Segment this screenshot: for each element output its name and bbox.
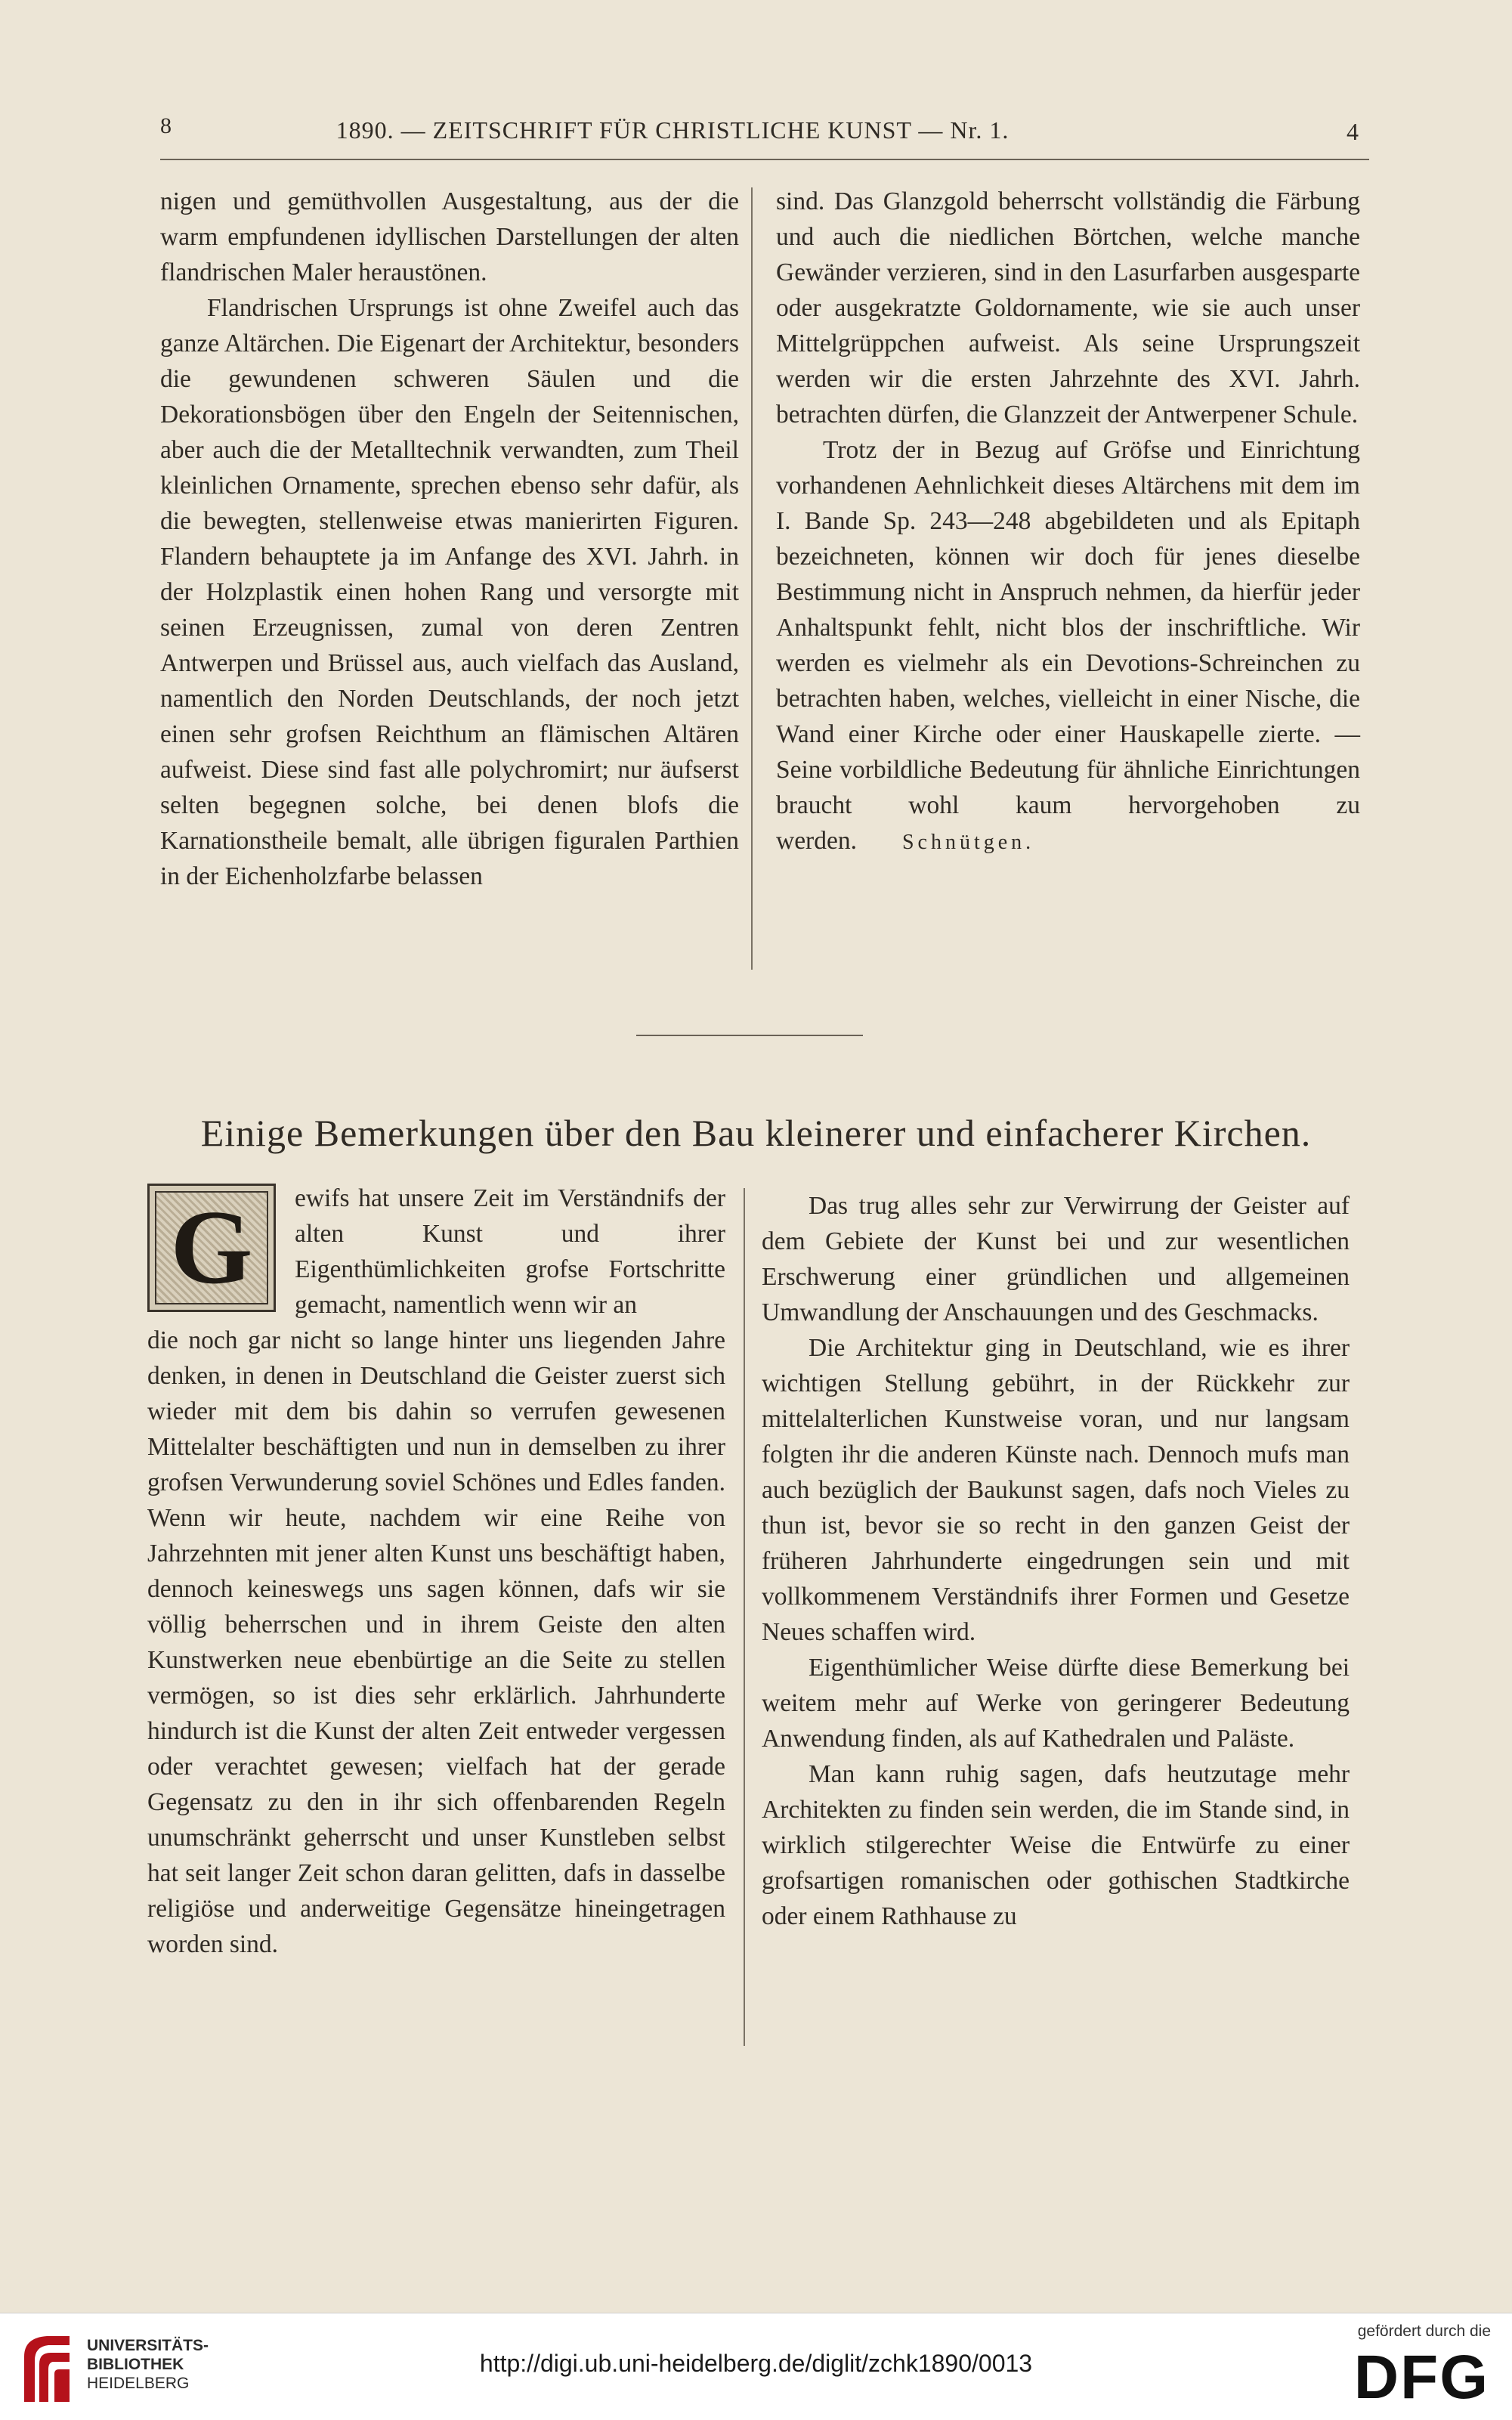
paragraph: Flandrischen Ursprungs ist ohne Zweifel auch das ganze Altärchen. Die Eigenart der Architektur, besonders die gewundenen schweren Säulen und die Dekorationsbögen über den Engeln der Seitennischen, aber auch die der Metalltechnik verwandten, zum Theil kleinlichen Ornamente, sprechen ebenso sehr dafür, als die bewegten, stellenweise etwas manierirten Figuren. Flandern behauptete ja im Anfange des XVI. Jahrh. in der Holzplastik einen hohen Rang und versorgte mit seinen Erzeugnissen, zumal von deren Zentren Antwerpen und Brüssel aus, auch vielfach das Ausland, namentlich den Norden Deutschlands, der noch jetzt einen sehr grofsen Reichthum an flämischen Altären aufweist. Diese sind fast alle polychromirt; nur äufserst selten begegnen solche, bei denen blofs die Karnationstheile bemalt, alle übrigen figuralen Parthien in der Eichenholzfarbe belassen <box>160 294 739 890</box>
paragraph: Man kann ruhig sagen, dafs heutzutage mehr Architekten zu finden sein werden, die im Stande sind, in wirklich stilgerechter Weise die Entwürfe zu einer grofsartigen romanischen oder gothischen Stadtkirche oder einem Rathhause zu <box>762 1760 1350 1930</box>
paragraph-opening: ewifs hat unsere Zeit im Verständnifs der alten Kunst und ihrer Eigenthümlichkeiten grofse Fortschritte gemacht, namentlich wenn wir an <box>295 1184 725 1319</box>
paragraph-text: Trotz der in Bezug auf Gröfse und Einrichtung vorhandenen Aehnlichkeit dieses Altärchens mit dem im I. Bande Sp. 243—248 abgebildeten und als Epitaph bezeichneten, können wir doch für jenes dieselbe Bestimmung nicht in Anspruch nehmen, da hierfür jeder Anhaltspunkt fehlt, nicht blos der inschriftliche. Wir werden es vielmehr als ein Devotions-Schreinchen zu betrachten haben, welches, vielleicht in einer Nische, die Wand einer Kirche oder einer Hauskapelle zierte. — Seine vorbildliche Bedeutung für ähnliche Einrichtungen braucht wohl kaum hervorgehoben zu werden. <box>776 436 1360 855</box>
paragraph: nigen und gemüthvollen Ausgestaltung, aus der die warm empfundenen idyllischen Darstellungen der alten flandrischen Maler heraustönen. <box>160 187 739 286</box>
article-left-column <box>147 1181 725 1962</box>
paragraph <box>776 432 1360 860</box>
page-number: 4 <box>1347 118 1359 145</box>
viewer-footer <box>0 2313 1512 2420</box>
paragraph: Die Architektur ging in Deutschland, wie es ihrer wichtigen Stellung gebührt, in der Rückkehr zur mittelalterlichen Kunstweise voran, und nur langsam folgten ihr die anderen Künste nach. Dennoch mufs man auch bezüglich der Baukunst sagen, dafs noch Vieles zu thun ist, bevor sie so recht in den ganzen Geist der früheren Jahrhunderte eingedrungen sein und mit vollkommenem Verständnifs ihrer Formen und Gesetze Neues schaffen wird. <box>762 1334 1350 1646</box>
article-title: Einige Bemerkungen über den Bau kleinerer und einfacherer Kirchen. <box>200 1112 1312 1154</box>
column-divider <box>751 187 753 970</box>
column-divider <box>744 1188 745 2046</box>
funder-caption: gefördert durch die <box>1357 2323 1491 2340</box>
author-signature: Schnütgen. <box>901 831 1035 854</box>
paragraph: sind. Das Glanzgold beherrscht vollständig die Färbung und auch die niedlichen Börtchen, welche manche Gewänder verzieren, sind in den Lasurfarben ausgesparte oder ausgekratzte Goldornamente, wie sie auch unser Mittelgrüppchen aufweist. Als seine Ursprungszeit werden wir die ersten Jahrzehnte des XVI. Jahrh. betrachten dürfen, die Glanzzeit der Antwerpener Schule. <box>776 187 1360 429</box>
library-name-line: HEIDELBERG <box>87 2375 190 2392</box>
paragraph: Das trug alles sehr zur Verwirrung der Geister auf dem Gebiete der Kunst bei und zur wesentlichen Erschwerung einer gründlichen und allgemeinen Umwandlung der Anschauungen und des Geschmacks. <box>762 1192 1350 1326</box>
dfg-logo: DFG <box>1353 2343 1489 2412</box>
library-name-line: BIBLIOTHEK <box>87 2356 184 2373</box>
section1-right-column <box>776 184 1360 860</box>
permalink-url[interactable]: http://digi.ub.uni-heidelberg.de/diglit/zchk1890/0013 <box>479 2350 1033 2377</box>
article-right-column <box>762 1188 1350 1934</box>
section1-left-column <box>160 184 739 894</box>
header-left-number: 8 <box>160 113 172 138</box>
library-name-line: UNIVERSITÄTS- <box>87 2337 209 2354</box>
header-rule <box>160 159 1369 160</box>
paragraph: die noch gar nicht so lange hinter uns liegenden Jahre denken, in denen in Deutschland die Geister zuerst sich wieder mit dem bis dahin so verrufen gewesenen Mittelalter beschäftigten und nun in demselben zu ihrer grofsen Verwunderung soviel Schönes und Edles fanden. Wenn wir heute, nachdem wir eine Reihe von Jahrzehnten mit jener alten Kunst uns beschäftigt haben, dennoch keineswegs uns sagen können, dafs wir sie völlig beherrschen und in ihrem Geiste den alten Kunstwerken neue ebenbürtige an die Seite zu stellen vermögen, so ist dies sehr erklärlich. Jahrhunderte hindurch ist die Kunst der alten Zeit entweder vergessen oder verachtet gewesen; vielfach hat der gerade Gegensatz zu den in ihr sich offenbarenden Regeln unumschränkt geherrscht und unser Kunstleben selbst hat seit langer Zeit schon daran gelitten, dafs in dasselbe religiöse und anderweitige Gegensätze hineingetragen worden sind. <box>147 1326 725 1958</box>
paragraph: Eigenthümlicher Weise dürfte diese Bemerkung bei weitem mehr auf Werke von geringerer Bedeutung Anwendung finden, als auf Kathedralen und Paläste. <box>762 1654 1350 1753</box>
running-header: 1890. — ZEITSCHRIFT FÜR CHRISTLICHE KUNST — Nr. 1. <box>335 116 1010 144</box>
drop-cap-letter: G <box>170 1189 253 1306</box>
section-separator <box>636 1035 863 1036</box>
